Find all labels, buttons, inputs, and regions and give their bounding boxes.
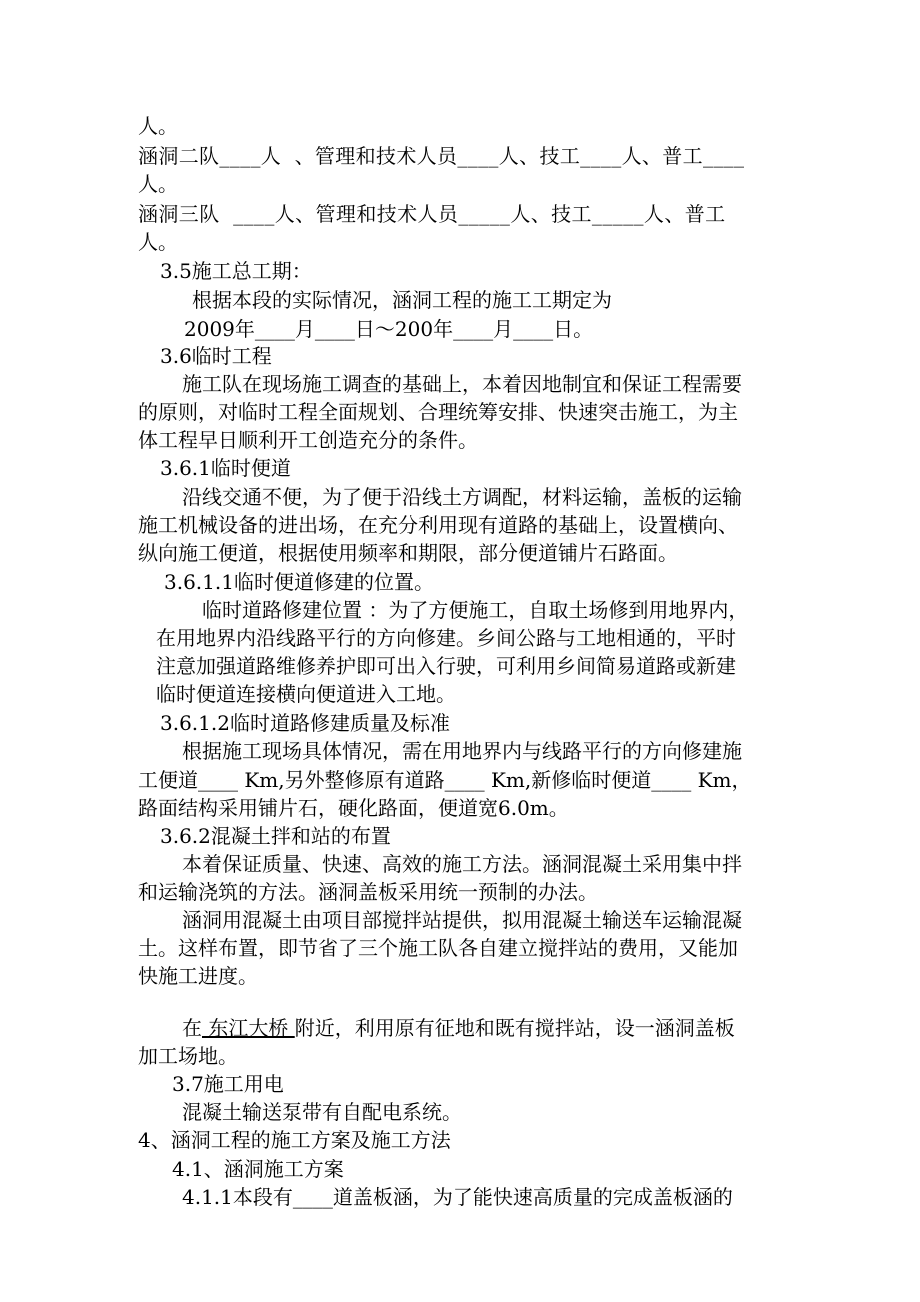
text-line-8: 2009年____月____日～200年____月____日。 <box>184 317 594 341</box>
text-line-2: 涵洞二队____人 、管理和技术人员____人、技工____人、普工____ <box>138 144 745 168</box>
text-line-21: 临时便道连接横向便道进入工地。 <box>156 682 456 706</box>
text-line-32 <box>182 1014 735 1042</box>
text-line-10: 施工队在现场施工调查的基础上，本着因地制宜和保证工程需要 <box>182 372 742 396</box>
text-line-30: 土。这样布置，即节省了三个施工队各自建立搅拌站的费用，又能加 <box>138 936 738 960</box>
text-line-28: 和运输浇筑的方法。涵洞盖板采用统一预制的办法。 <box>138 880 598 904</box>
text-line-25: 路面结构采用铺片石，硬化路面，便道宽6.0m。 <box>138 796 569 820</box>
text-line-35: 混凝土输送泵带有自配电系统。 <box>182 1100 462 1124</box>
text-line-15: 施工机械设备的进出场，在充分利用现有道路的基础上，设置横向、 <box>138 513 738 537</box>
text-line-33: 加工场地。 <box>138 1044 238 1068</box>
text-line-19: 在用地界内沿线路平行的方向修建。乡间公路与工地相通的，平时 <box>156 626 736 650</box>
section-heading-3-6-2: 3.6.2混凝土拌和站的布置 <box>160 824 391 848</box>
text-line-11: 的原则，对临时工程全面规划、合理统筹安排、快速突击施工，为主 <box>138 400 738 424</box>
section-heading-3-6-1: 3.6.1临时便道 <box>160 456 291 480</box>
section-heading-3-6: 3.6临时工程 <box>160 344 272 368</box>
text-line-20: 注意加强道路维修养护即可出入行驶，可利用乡间简易道路或新建 <box>156 654 736 678</box>
text-line-18: 临时道路修建位置 ：为了方便施工，自取土场修到用地界内， <box>202 598 749 622</box>
bridge-line-suffix: 附近，利用原有征地和既有搅拌站，设一涵洞盖板 <box>294 1016 735 1040</box>
text-line-12: 体工程早日顺利开工创造充分的条件。 <box>138 428 478 452</box>
bridge-name: 东江大桥 <box>202 1016 295 1040</box>
text-line-23: 根据施工现场具体情况，需在用地界内与线路平行的方向修建施 <box>182 739 742 763</box>
text-line-24: 工便道____ Km,另外整修原有道路____ Km,新修临时便道____ Km， <box>138 768 752 792</box>
text-line-27: 本着保证质量、快速、高效的施工方法。涵洞混凝土采用集中拌 <box>182 852 742 876</box>
section-heading-3-6-1-2: 3.6.1.2临时道路修建质量及标准 <box>160 711 450 735</box>
text-line-5: 人。 <box>138 230 178 254</box>
bridge-line-prefix: 在 <box>182 1016 202 1040</box>
section-heading-4-1: 4.1、涵洞施工方案 <box>172 1157 344 1181</box>
text-line-1: 人。 <box>138 114 178 138</box>
text-line-31: 快施工进度。 <box>138 964 258 988</box>
text-line-16: 纵向施工便道，根据使用频率和期限，部分便道铺片石路面。 <box>138 541 678 565</box>
section-heading-4: 4、涵洞工程的施工方案及施工方法 <box>138 1128 451 1152</box>
text-line-4: 涵洞三队 ____人、管理和技术人员_____人、技工_____人、普工 <box>138 202 726 226</box>
section-heading-3-6-1-1: 3.6.1.1临时便道修建的位置。 <box>164 570 434 594</box>
section-heading-3-5: 3.5施工总工期： <box>160 259 312 283</box>
text-line-38: 4.1.1本段有____道盖板涵，为了能快速高质量的完成盖板涵的 <box>182 1185 733 1209</box>
text-line-3: 人。 <box>138 172 178 196</box>
text-line-7: 根据本段的实际情况，涵洞工程的施工工期定为 <box>192 288 612 312</box>
text-line-29: 涵洞用混凝土由项目部搅拌站提供，拟用混凝土输送车运输混凝 <box>182 908 742 932</box>
section-heading-3-7: 3.7施工用电 <box>172 1072 284 1096</box>
text-line-14: 沿线交通不便，为了便于沿线土方调配，材料运输，盖板的运输 <box>182 485 742 509</box>
